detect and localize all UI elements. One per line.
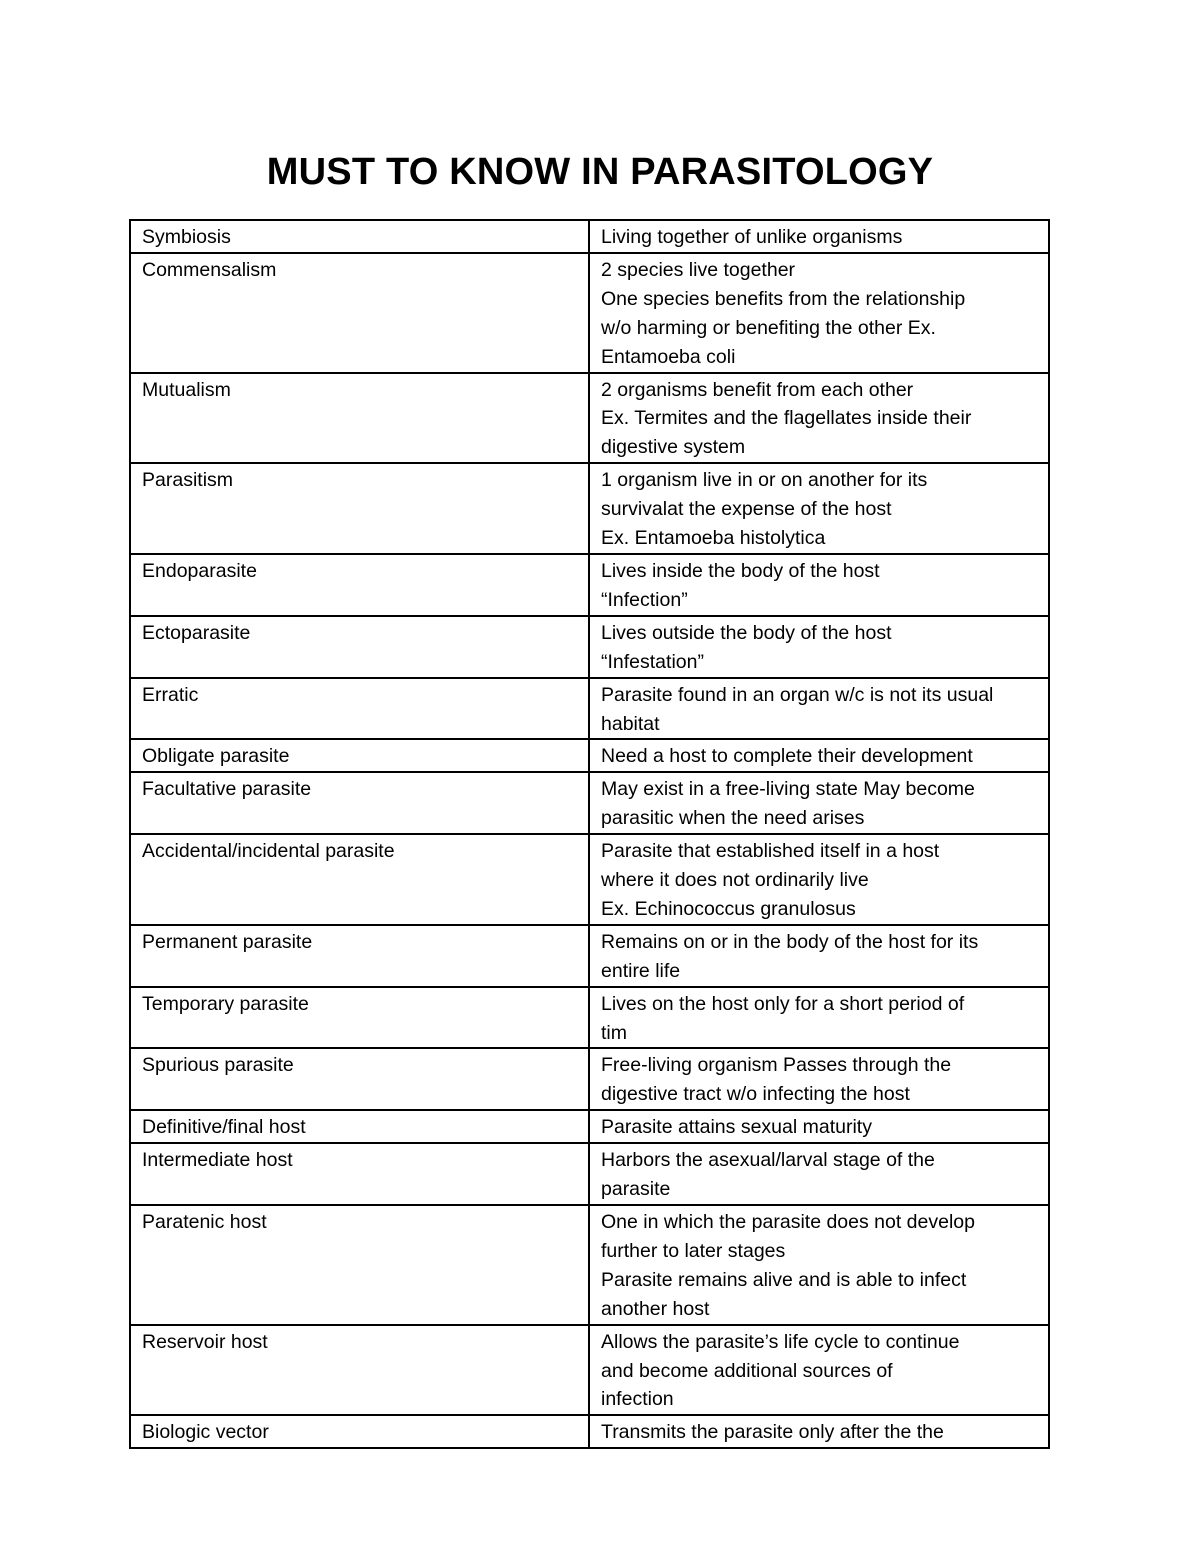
table-row xyxy=(130,678,1049,740)
term-cell xyxy=(130,834,589,925)
term-cell xyxy=(130,220,589,253)
table-row xyxy=(130,1325,1049,1416)
definition-line: Need a host to complete their development xyxy=(601,745,973,768)
table-row xyxy=(130,220,1049,253)
term-cell xyxy=(130,1325,589,1416)
definition-cell xyxy=(589,554,1049,616)
definition-line: 2 species live together xyxy=(601,258,796,281)
definition-line: Ex. Echinococcus granulosus xyxy=(601,897,856,920)
definition-line: digestive system xyxy=(601,436,746,459)
definition-line: Living together of unlike organisms xyxy=(601,226,903,248)
definition-cell xyxy=(589,1143,1049,1205)
term-label: Erratic xyxy=(142,683,199,706)
term-cell xyxy=(130,1205,589,1325)
definition-line: 1 organism live in or on another for its xyxy=(601,469,928,492)
definition-cell xyxy=(589,925,1049,987)
definition-line: “Infestation” xyxy=(601,650,704,673)
term-label: Facultative parasite xyxy=(142,778,312,801)
terms-table-body xyxy=(130,220,1049,1448)
definition-cell xyxy=(589,616,1049,678)
definition-line: Parasite found in an organ w/c is not its usual xyxy=(601,683,994,706)
term-label: Obligate parasite xyxy=(142,745,290,768)
definition-cell xyxy=(589,987,1049,1049)
term-cell xyxy=(130,1048,589,1110)
term-cell xyxy=(130,1110,589,1143)
table-row xyxy=(130,925,1049,987)
definition-line: Parasite remains alive and is able to infect xyxy=(601,1268,967,1291)
term-label: Accidental/incidental parasite xyxy=(142,840,395,863)
definition-line: Remains on or in the body of the host for its xyxy=(601,930,979,953)
table-row xyxy=(130,253,1049,373)
term-label: Temporary parasite xyxy=(142,992,309,1015)
definition-line: Free-living organism Passes through the xyxy=(601,1054,952,1077)
definition-line: and become additional sources of xyxy=(601,1359,893,1382)
definition-cell xyxy=(589,1415,1049,1448)
definition-cell xyxy=(589,253,1049,373)
terms-table xyxy=(129,219,1050,1449)
term-cell xyxy=(130,987,589,1049)
definition-line: Harbors the asexual/larval stage of the xyxy=(601,1149,935,1172)
definition-line: another host xyxy=(601,1297,710,1320)
term-label: Biologic vector xyxy=(142,1421,269,1444)
definition-line: Parasite that established itself in a host xyxy=(601,840,940,863)
term-label: Commensalism xyxy=(142,258,277,281)
table-row xyxy=(130,1143,1049,1205)
table-row xyxy=(130,834,1049,925)
term-label: Reservoir host xyxy=(142,1330,268,1353)
term-cell xyxy=(130,616,589,678)
definition-line: entire life xyxy=(601,959,681,982)
definition-line: Ex. Termites and the flagellates inside their xyxy=(601,407,972,430)
definition-line: where it does not ordinarily live xyxy=(601,869,869,892)
term-cell xyxy=(130,463,589,554)
definition-line: 2 organisms benefit from each other xyxy=(601,378,914,401)
definition-line: tim xyxy=(601,1021,627,1044)
term-cell xyxy=(130,253,589,373)
term-cell xyxy=(130,772,589,834)
table-row xyxy=(130,739,1049,772)
table-row xyxy=(130,463,1049,554)
term-label: Parasitism xyxy=(142,469,234,492)
definition-cell xyxy=(589,834,1049,925)
definition-line: Ex. Entamoeba histolytica xyxy=(601,527,826,550)
term-cell xyxy=(130,1143,589,1205)
definition-line: May exist in a free-living state May become xyxy=(601,778,975,801)
definition-cell xyxy=(589,678,1049,740)
table-row xyxy=(130,373,1049,464)
term-cell xyxy=(130,739,589,772)
definition-line: infection xyxy=(601,1388,674,1411)
term-label: Permanent parasite xyxy=(142,930,313,953)
definition-line: parasitic when the need arises xyxy=(601,807,865,830)
term-label: Ectoparasite xyxy=(142,621,251,644)
term-label: Endoparasite xyxy=(142,559,257,582)
definition-line: Lives inside the body of the host xyxy=(601,559,880,582)
table-row xyxy=(130,1205,1049,1325)
definition-cell xyxy=(589,739,1049,772)
table-row xyxy=(130,1415,1049,1448)
term-label: Symbiosis xyxy=(142,226,231,248)
definition-line: digestive tract w/o infecting the host xyxy=(601,1083,910,1106)
term-cell xyxy=(130,373,589,464)
table-row xyxy=(130,554,1049,616)
definition-line: Parasite attains sexual maturity xyxy=(601,1116,872,1139)
definition-cell xyxy=(589,772,1049,834)
table-row xyxy=(130,772,1049,834)
definition-cell xyxy=(589,1048,1049,1110)
definition-line: One in which the parasite does not develop xyxy=(601,1211,975,1233)
page-title: MUST TO KNOW IN PARASITOLOGY xyxy=(266,151,934,193)
definition-cell xyxy=(589,1110,1049,1143)
definition-line: Allows the parasite’s life cycle to continue xyxy=(601,1330,960,1353)
table-row xyxy=(130,1048,1049,1110)
term-cell xyxy=(130,554,589,616)
term-cell xyxy=(130,925,589,987)
table-row xyxy=(130,1110,1049,1143)
definition-line: further to later stages xyxy=(601,1239,786,1262)
definition-cell xyxy=(589,373,1049,464)
definition-line: Lives on the host only for a short period of xyxy=(601,992,965,1015)
definition-line: parasite xyxy=(601,1178,671,1201)
table-row xyxy=(130,987,1049,1049)
term-label: Paratenic host xyxy=(142,1211,267,1233)
definition-line: “Infection” xyxy=(601,588,688,611)
definition-cell xyxy=(589,1205,1049,1325)
table-row xyxy=(130,616,1049,678)
definition-cell xyxy=(589,1325,1049,1416)
definition-line: w/o harming or benefiting the other Ex. xyxy=(601,316,936,339)
definition-line: Transmits the parasite only after the the xyxy=(601,1421,944,1444)
term-cell xyxy=(130,678,589,740)
definition-cell xyxy=(589,463,1049,554)
definition-cell xyxy=(589,220,1049,253)
term-cell xyxy=(130,1415,589,1448)
definition-line: survivalat the expense of the host xyxy=(601,498,892,521)
definition-line: Lives outside the body of the host xyxy=(601,621,892,644)
term-label: Mutualism xyxy=(142,378,231,401)
term-label: Spurious parasite xyxy=(142,1054,294,1077)
definition-line: Entamoeba coli xyxy=(601,345,736,368)
term-label: Intermediate host xyxy=(142,1149,293,1172)
definition-line: habitat xyxy=(601,712,660,735)
definition-line: One species benefits from the relationship xyxy=(601,287,966,310)
term-label: Definitive/final host xyxy=(142,1116,306,1139)
